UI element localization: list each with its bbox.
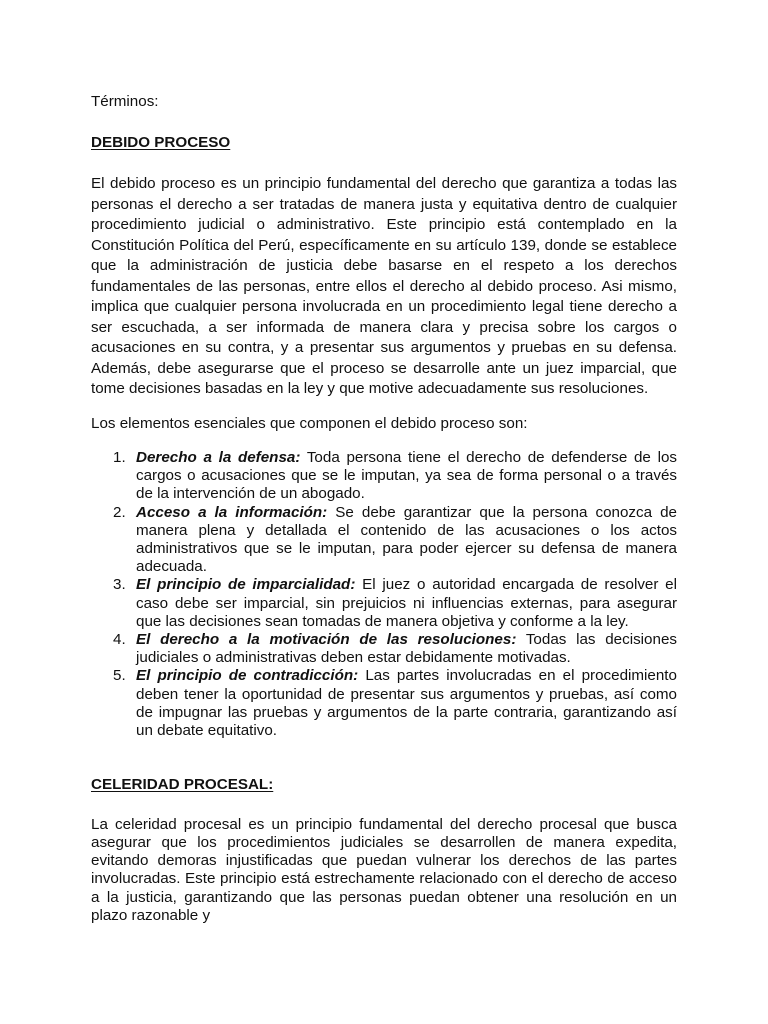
list-item-imparcialidad — [113, 576, 678, 631]
list-item-number: 2. — [113, 503, 126, 521]
list-item-term: El principio de imparcialidad: — [136, 576, 356, 594]
celeridad-procesal-paragraph: La celeridad procesal es un principio fundamental del derecho procesal que busca asegurar que los procedimientos judiciales se desarrollen de manera expedita, evitando demoras injustificadas que puedan vulnerar los derechos de las partes involucradas. Este principio está estrechamente relacionado con el derecho de acceso a la justicia, garantizando que las personas puedan obtener una resolución en un plazo razonable y — [91, 815, 677, 924]
elements-intro: Los elementos esenciales que componen el debido proceso son: — [91, 414, 528, 432]
list-item-text: Todas las decisiones judiciales o administrativas deben estar debidamente motivadas. — [136, 631, 677, 667]
list-item-number: 5. — [113, 667, 126, 685]
debido-proceso-paragraph: El debido proceso es un principio fundamental del derecho que garantiza a todas las personas el derecho a ser tratadas de manera justa y equitativa dentro de cualquier procedimiento judicial o administrativo. Este principio está contemplado en la Constitución Política del Perú, específicamente en su artículo 139, donde se establece que la administración de justicia debe basarse en el respeto a los derechos fundamentales de las personas, entre ellos el derecho al debido proceso. Asi mismo, implica que cualquier persona involucrada en un procedimiento legal tiene derecho a ser escuchada, a ser informada de manera clara y precisa sobre los cargos o acusaciones en su contra, y a presentar sus argumentos y pruebas en su defensa. Además, debe asegurarse que el proceso se desarrolle ante un juez imparcial, que tome decisiones basadas en la ley y que motive adecuadamente sus resoluciones. — [91, 175, 677, 397]
list-item-term: Derecho a la defensa: — [136, 449, 301, 466]
document-body — [91, 92, 677, 925]
elements-list — [91, 449, 677, 740]
list-item-term: Acceso a la información: — [136, 503, 328, 521]
list-item-text: El juez o autoridad encargada de resolver el caso debe ser imparcial, sin prejuicios ni influencias externas, para asegurar que las decisiones sean tomadas de manera objetiva y conforme a la ley. — [136, 576, 678, 630]
list-item-defensa — [113, 449, 677, 504]
list-item-term: El derecho a la motivación de las resoluciones: — [136, 631, 517, 649]
list-item-term: El principio de contradicción: — [136, 667, 359, 685]
section-heading-debido-proceso: DEBIDO PROCESO — [91, 133, 231, 151]
list-item-number: 4. — [113, 631, 126, 649]
terms-label: Términos: — [91, 93, 159, 110]
section-heading-celeridad-procesal: CELERIDAD PROCESAL: — [91, 776, 274, 794]
list-item-contradiccion — [113, 667, 677, 740]
list-item-text: Las partes involucradas en el procedimiento deben tener la oportunidad de presentar sus argumentos y pruebas, así como de impugnar las pruebas y argumentos de la parte contraria, garantizando así un debate equitativo. — [136, 667, 677, 740]
list-item-motivacion — [113, 631, 677, 667]
list-item-text: Se debe garantizar que la persona conozca de manera plena y detallada el contenido de las acusaciones o los actos administrativos que se le imputan, para poder ejercer su defensa de manera adecuada. — [136, 503, 677, 576]
list-item-number: 3. — [113, 576, 126, 594]
list-item-informacion — [113, 503, 677, 577]
list-item-number: 1. — [113, 449, 126, 466]
list-item-text: Toda persona tiene el derecho de defenderse de los cargos o acusaciones que se le imputan, ya sea de forma personal o a través de la intervención de un abogado. — [136, 449, 677, 503]
